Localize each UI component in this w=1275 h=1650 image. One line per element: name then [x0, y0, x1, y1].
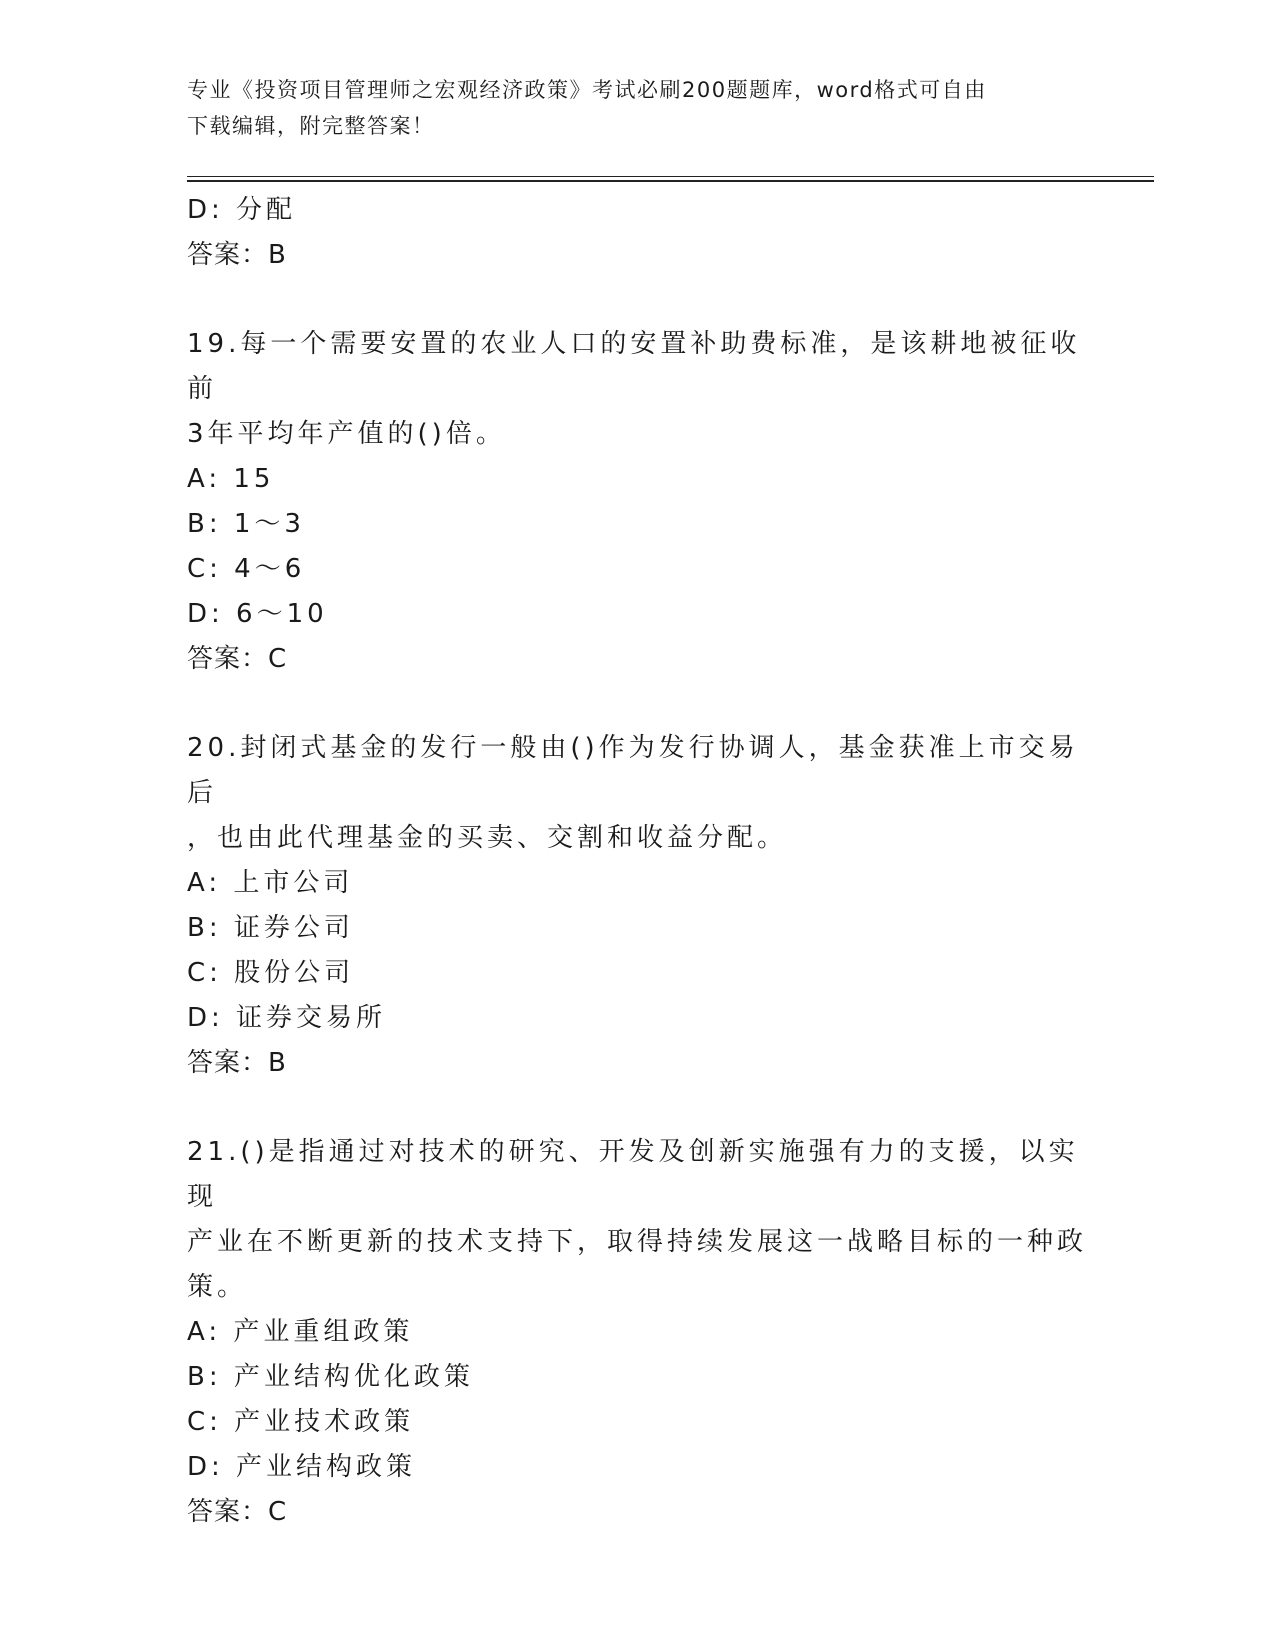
option-d: D: 6～10: [187, 599, 328, 629]
question-text-line: 产业在不断更新的技术支持下，取得持续发展这一战略目标的一种政: [187, 1227, 1088, 1257]
option-b: B: 证券公司: [187, 913, 354, 943]
answer: 答案：B: [187, 1048, 287, 1078]
question-text-line: 策。: [187, 1272, 248, 1302]
option-b: B: 1～3: [187, 509, 305, 539]
header-divider-thin: [187, 176, 1154, 177]
answer: 答案：C: [187, 644, 288, 674]
question-20: [187, 726, 1087, 1086]
question-text-line: 20.封闭式基金的发行一般由()作为发行协调人，基金获准上市交易后: [187, 733, 1079, 808]
question-19: [187, 322, 1087, 682]
question-21: [187, 1130, 1087, 1535]
option-a: A: 15: [187, 464, 275, 494]
option-a: A: 产业重组政策: [187, 1317, 414, 1347]
answer: 答案：C: [187, 1497, 288, 1527]
option-d: D: 证券交易所: [187, 1003, 387, 1033]
option-a: A: 上市公司: [187, 868, 354, 898]
question-text-line: ，也由此代理基金的买卖、交割和收益分配。: [187, 823, 788, 853]
question-text-line: 21.()是指通过对技术的研究、开发及创新实施强有力的支援，以实现: [187, 1137, 1079, 1212]
option-c: C: 产业技术政策: [187, 1407, 415, 1437]
question-text-line: 3年平均年产值的()倍。: [187, 419, 506, 449]
header-divider-thick: [187, 180, 1154, 182]
option-c: C: 4～6: [187, 554, 306, 584]
document-header: [187, 72, 1087, 144]
answer: 答案：B: [187, 240, 287, 270]
option-b: B: 产业结构优化政策: [187, 1362, 474, 1392]
question-text-line: 19.每一个需要安置的农业人口的安置补助费标准，是该耕地被征收前: [187, 329, 1081, 404]
header-line-1: 专业《投资项目管理师之宏观经济政策》考试必刷200题题库，word格式可自由: [187, 78, 987, 102]
question-list: [187, 188, 1087, 1535]
option-c: C: 股份公司: [187, 958, 355, 988]
header-line-2: 下载编辑，附完整答案！: [187, 114, 435, 138]
option-d: D: 产业结构政策: [187, 1452, 417, 1482]
option-d: D: 分配: [187, 195, 297, 225]
previous-question-tail: [187, 188, 1087, 278]
